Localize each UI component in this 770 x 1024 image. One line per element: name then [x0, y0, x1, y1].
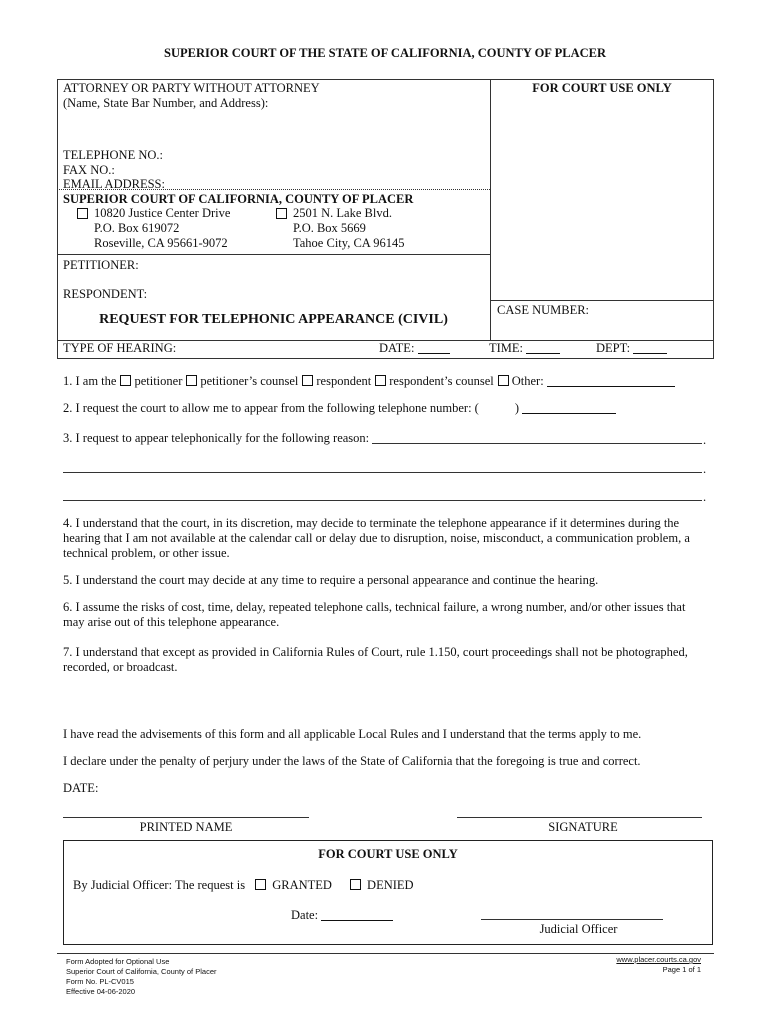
respondent-counsel-checkbox[interactable]	[375, 375, 386, 386]
judicial-officer-label: By Judicial Officer: The request is	[73, 878, 246, 892]
tahoe-checkbox[interactable]	[276, 208, 287, 219]
signature-label: SIGNATURE	[548, 820, 618, 834]
denied-label: DENIED	[367, 878, 414, 892]
petitioner-counsel-checkbox[interactable]	[186, 375, 197, 386]
other-field[interactable]	[547, 374, 675, 387]
court-order-title: FOR COURT USE ONLY	[318, 847, 458, 861]
declaration-date-label: DATE:	[63, 781, 99, 795]
hearing-date-label: DATE:	[379, 341, 415, 355]
printed-name-label: PRINTED NAME	[139, 820, 233, 834]
tahoe-box: P.O. Box 5669	[293, 221, 366, 235]
granted-label: GRANTED	[272, 878, 332, 892]
attorney-sublabel: (Name, State Bar Number, and Address):	[63, 96, 269, 110]
respondent-checkbox[interactable]	[302, 375, 313, 386]
footer-form-number: Form No. PL-CV015	[66, 977, 134, 986]
hearing-dept-field[interactable]	[633, 341, 667, 354]
case-number-label: CASE NUMBER:	[497, 303, 590, 317]
printed-name-line[interactable]	[63, 817, 309, 818]
hearing-time-label: TIME:	[489, 341, 524, 355]
item-2	[63, 401, 616, 416]
order-date-field[interactable]	[321, 908, 393, 921]
reason-line-1[interactable]	[372, 443, 702, 444]
footer-court: Superior Court of California, County of Placer	[66, 967, 217, 976]
email-label: EMAIL ADDRESS:	[63, 177, 165, 191]
ruling-line	[73, 878, 414, 893]
phone-number-field[interactable]	[522, 401, 616, 414]
hearing-time	[489, 341, 560, 356]
granted-checkbox[interactable]	[255, 879, 266, 890]
other-checkbox[interactable]	[498, 375, 509, 386]
hearing-dept-label: DEPT:	[596, 341, 631, 355]
order-date	[291, 908, 393, 923]
other-option: Other:	[511, 374, 544, 388]
denied-checkbox[interactable]	[350, 879, 361, 890]
judicial-officer-caption: Judicial Officer	[539, 922, 618, 936]
petitioner-counsel-option: petitioner’s counsel	[200, 374, 299, 388]
reason-line-2[interactable]	[63, 472, 702, 473]
order-date-label: Date:	[291, 908, 319, 922]
perjury-text: I declare under the penalty of perjury under the laws of the State of California that the foregoing is true and correct.	[63, 754, 641, 768]
hearing-date	[379, 341, 450, 356]
court-title: SUPERIOR COURT OF CALIFORNIA, COUNTY OF PLACER	[63, 192, 414, 206]
item-2-text: 2. I request the court to allow me to appear from the following telephone number: (	[63, 401, 479, 415]
roseville-city: Roseville, CA 95661-9072	[94, 236, 228, 250]
respondent-option: respondent	[316, 374, 372, 388]
item-2-close: )	[514, 401, 520, 415]
signature-line[interactable]	[457, 817, 702, 818]
item-1-prefix: 1. I am the	[63, 374, 117, 388]
tahoe-city: Tahoe City, CA 96145	[293, 236, 405, 250]
telephone-label: TELEPHONE NO.:	[63, 148, 163, 162]
attorney-label: ATTORNEY OR PARTY WITHOUT ATTORNEY	[63, 81, 320, 95]
hearing-dept	[596, 341, 667, 356]
petitioner-label: PETITIONER:	[63, 258, 139, 272]
tahoe-street: 2501 N. Lake Blvd.	[293, 206, 392, 220]
item-3-text: 3. I request to appear telephonically for the following reason:	[63, 431, 370, 445]
footer-right	[616, 955, 701, 975]
respondent-counsel-option: respondent’s counsel	[389, 374, 494, 388]
court-use-label: FOR COURT USE ONLY	[532, 81, 672, 95]
item-5: 5. I understand the court may decide at any time to require a personal appearance and continue the hearing.	[63, 573, 599, 587]
roseville-checkbox[interactable]	[77, 208, 88, 219]
footer-page-number: Page 1 of 1	[662, 965, 701, 974]
item-4: 4. I understand that the court, in its discretion, may decide to terminate the telephone appearance if it determines during the hearing that I am not available at the calendar call or delay due to disruption, noise, misconduct, a communication problem, a technical problem, or other issue.	[63, 516, 690, 560]
footer-adopted: Form Adopted for Optional Use	[66, 957, 170, 966]
reason-line-3[interactable]	[63, 500, 702, 501]
advisement-text: I have read the advisements of this form and all applicable Local Rules and I understand that the terms apply to me.	[63, 727, 642, 741]
respondent-label: RESPONDENT:	[63, 287, 148, 301]
footer-left	[66, 957, 217, 997]
footer-url[interactable]: www.placer.courts.ca.gov	[616, 955, 701, 964]
hearing-time-field[interactable]	[526, 341, 560, 354]
roseville-box: P.O. Box 619072	[94, 221, 180, 235]
judicial-signature-line[interactable]	[481, 919, 663, 920]
fax-label: FAX NO.:	[63, 163, 115, 177]
petitioner-option: petitioner	[134, 374, 183, 388]
item-6: 6. I assume the risks of cost, time, delay, repeated telephone calls, technical failure, a wrong number, and/or other issues that may arise out of this telephone appearance.	[63, 600, 686, 629]
hearing-date-field[interactable]	[418, 341, 450, 354]
petitioner-checkbox[interactable]	[120, 375, 131, 386]
item-1	[63, 374, 675, 389]
form-title: REQUEST FOR TELEPHONIC APPEARANCE (CIVIL)	[99, 312, 448, 327]
hearing-type-label: TYPE OF HEARING:	[63, 341, 177, 355]
roseville-street: 10820 Justice Center Drive	[94, 206, 231, 220]
page-title: SUPERIOR COURT OF THE STATE OF CALIFORNIA, COUNTY OF PLACER	[164, 46, 606, 60]
item-7: 7. I understand that except as provided in California Rules of Court, rule 1.150, court proceedings shall not be photographed, recorded, or broadcast.	[63, 645, 688, 674]
footer-effective-date: Effective 04-06-2020	[66, 987, 136, 996]
